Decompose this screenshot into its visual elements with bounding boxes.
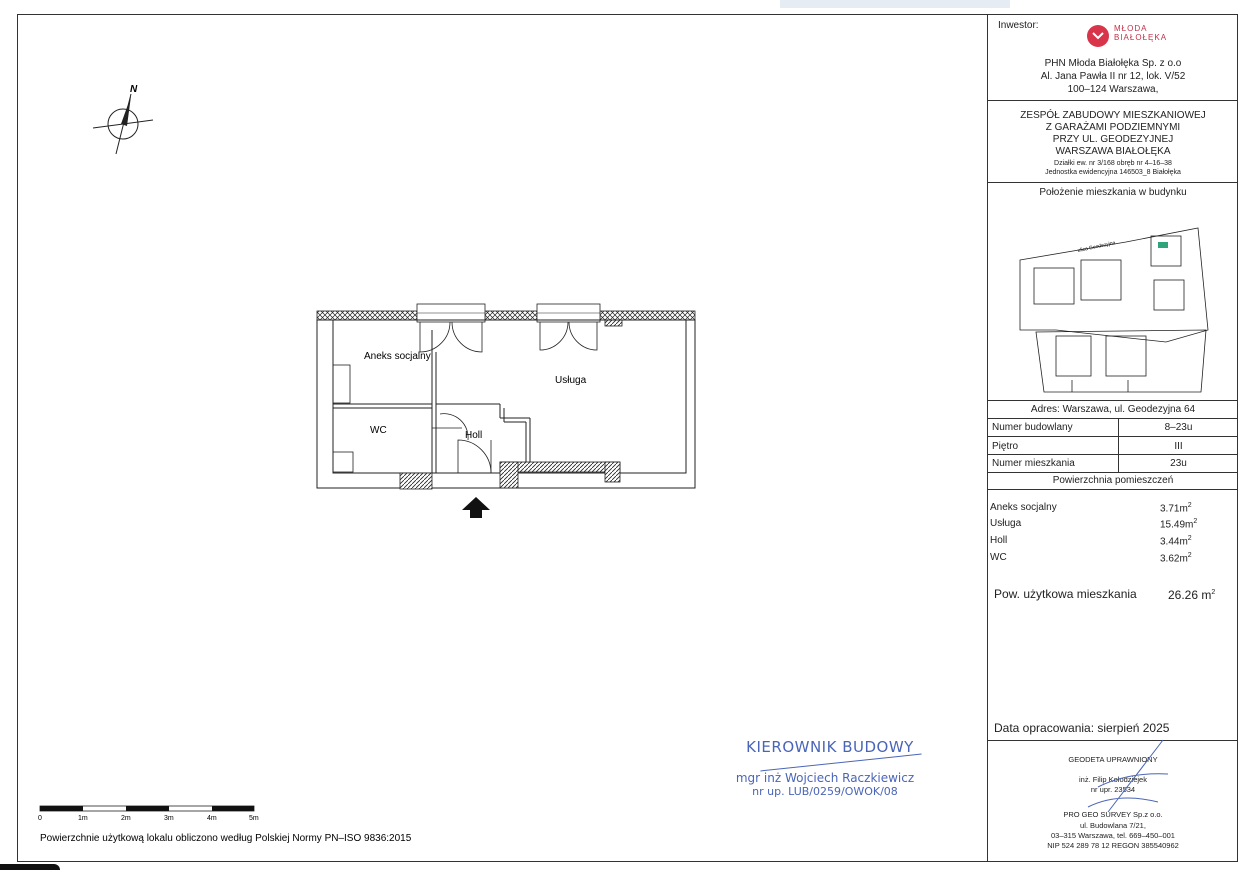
surveyor-city-tel: 03–315 Warszawa, tel. 669–450–001 [1051,831,1175,840]
map-street-label: ulica Geodezyjna [1077,240,1116,254]
north-arrow-icon [93,94,153,154]
surveyor-license: nr upr. 23534 [1090,785,1136,794]
scale-bar [40,806,254,811]
project-line-3: PRZY UL. GEODEZYJNEJ [1052,134,1174,145]
room-label-wc: WC [370,425,387,436]
stamp-name: mgr inż Wojciech Raczkiewicz [735,771,915,785]
stamp-title: KIEROWNIK BUDOWY [746,738,914,756]
surveyor-street: ul. Budowlana 7/21, [1080,821,1146,830]
area-name-holl: Holl [990,535,1008,546]
info-value-building: 8–23u [1164,422,1193,433]
surveyor-nip: NIP 524 289 78 12 REGON 385540962 [1047,841,1179,850]
address: Adres: Warszawa, ul. Geodezyjna 64 [1030,404,1196,415]
title-block [987,14,1238,862]
surveyor-signature [1068,732,1178,822]
room-label-usluga: Usługa [555,375,587,386]
surveyor-name: inż. Filip Kołodziejek [1079,775,1147,784]
entrance-arrow-icon [462,497,490,518]
logo-mark-icon [1086,24,1110,48]
area-value-aneks: $3.71m^2$ [1160,502,1192,515]
north-label: N [130,84,138,95]
scale-tick-4: 4m [207,815,217,822]
scale-tick-2: 2m [121,815,131,822]
room-label-holl: Holl [465,430,483,441]
area-value-holl: $3.44m^2$ [1160,535,1192,548]
scale-tick-1: 1m [78,815,88,822]
surveyor-title: GEODETA UPRAWNIONY [1068,755,1158,764]
info-label-apartment: Numer mieszkania [992,458,1075,469]
site-manager-stamp [700,738,940,798]
location-title: Położenie mieszkania w budynku [1039,187,1187,198]
project-line-2: Z GARAŻAMI PODZIEMNYMI [1045,122,1181,133]
project-line-1: ZESPÓŁ ZABUDOWY MIESZKANIOWEJ [1020,110,1206,121]
investor-city: 100–124 Warszawa, [1067,84,1159,95]
investor-company: PHN Młoda Białołęka Sp. z o.o [1044,58,1182,69]
bottom-edge-bar [0,864,60,870]
logo [1086,20,1172,50]
investor-street: Al. Jana Pawła II nr 12, lok. V/52 [1040,71,1186,82]
scale-tick-5: 5m [249,815,259,822]
info-label-building: Numer budowlany [992,422,1073,433]
project-line-4: WARSZAWA BIAŁOŁĘKA [1055,146,1171,157]
total-area-label: Pow. użytkowa mieszkania [994,587,1137,601]
info-label-floor: Piętro [992,441,1019,452]
site-location-map [1016,220,1216,396]
logo-text: MŁODA BIAŁOŁĘKA [1114,24,1168,42]
stamp-license: nr up. LUB/0259/OWOK/08 [752,785,898,798]
area-value-usluga: $15.49m^2$ [1160,518,1198,531]
project-plot: Działki ew. nr 3/168 obręb nr 4–16–38 [1054,160,1172,167]
areas-title: Powierzchnia pomieszczeń [1052,475,1174,486]
scale-tick-0: 0 [38,815,42,822]
total-area-value: 26.26 $m^2$ [1168,588,1216,602]
date-prepared: Data opracowania: sierpień 2025 [994,721,1170,735]
area-name-usluga: Usługa [990,518,1022,529]
project-unit: Jednostka ewidencyjna 146503_8 Białołęka [1045,169,1181,176]
area-name-wc: WC [990,552,1007,563]
room-label-aneks: Aneks socjalny [364,351,431,362]
surveyor-company: PRO GEO SURVEY Sp.z o.o. [1063,810,1163,819]
info-value-apartment: 23u [1170,458,1187,469]
scale-tick-3: 3m [164,815,174,822]
area-name-aneks: Aneks socjalny [990,502,1057,513]
area-norm-note: Powierzchnie użytkową lokalu obliczono według Polskiej Normy PN–ISO 9836:2015 [40,833,412,844]
area-value-wc: $3.62m^2$ [1160,552,1192,565]
info-value-floor: III [1174,441,1183,452]
investor-label: Inwestor: [998,20,1039,31]
